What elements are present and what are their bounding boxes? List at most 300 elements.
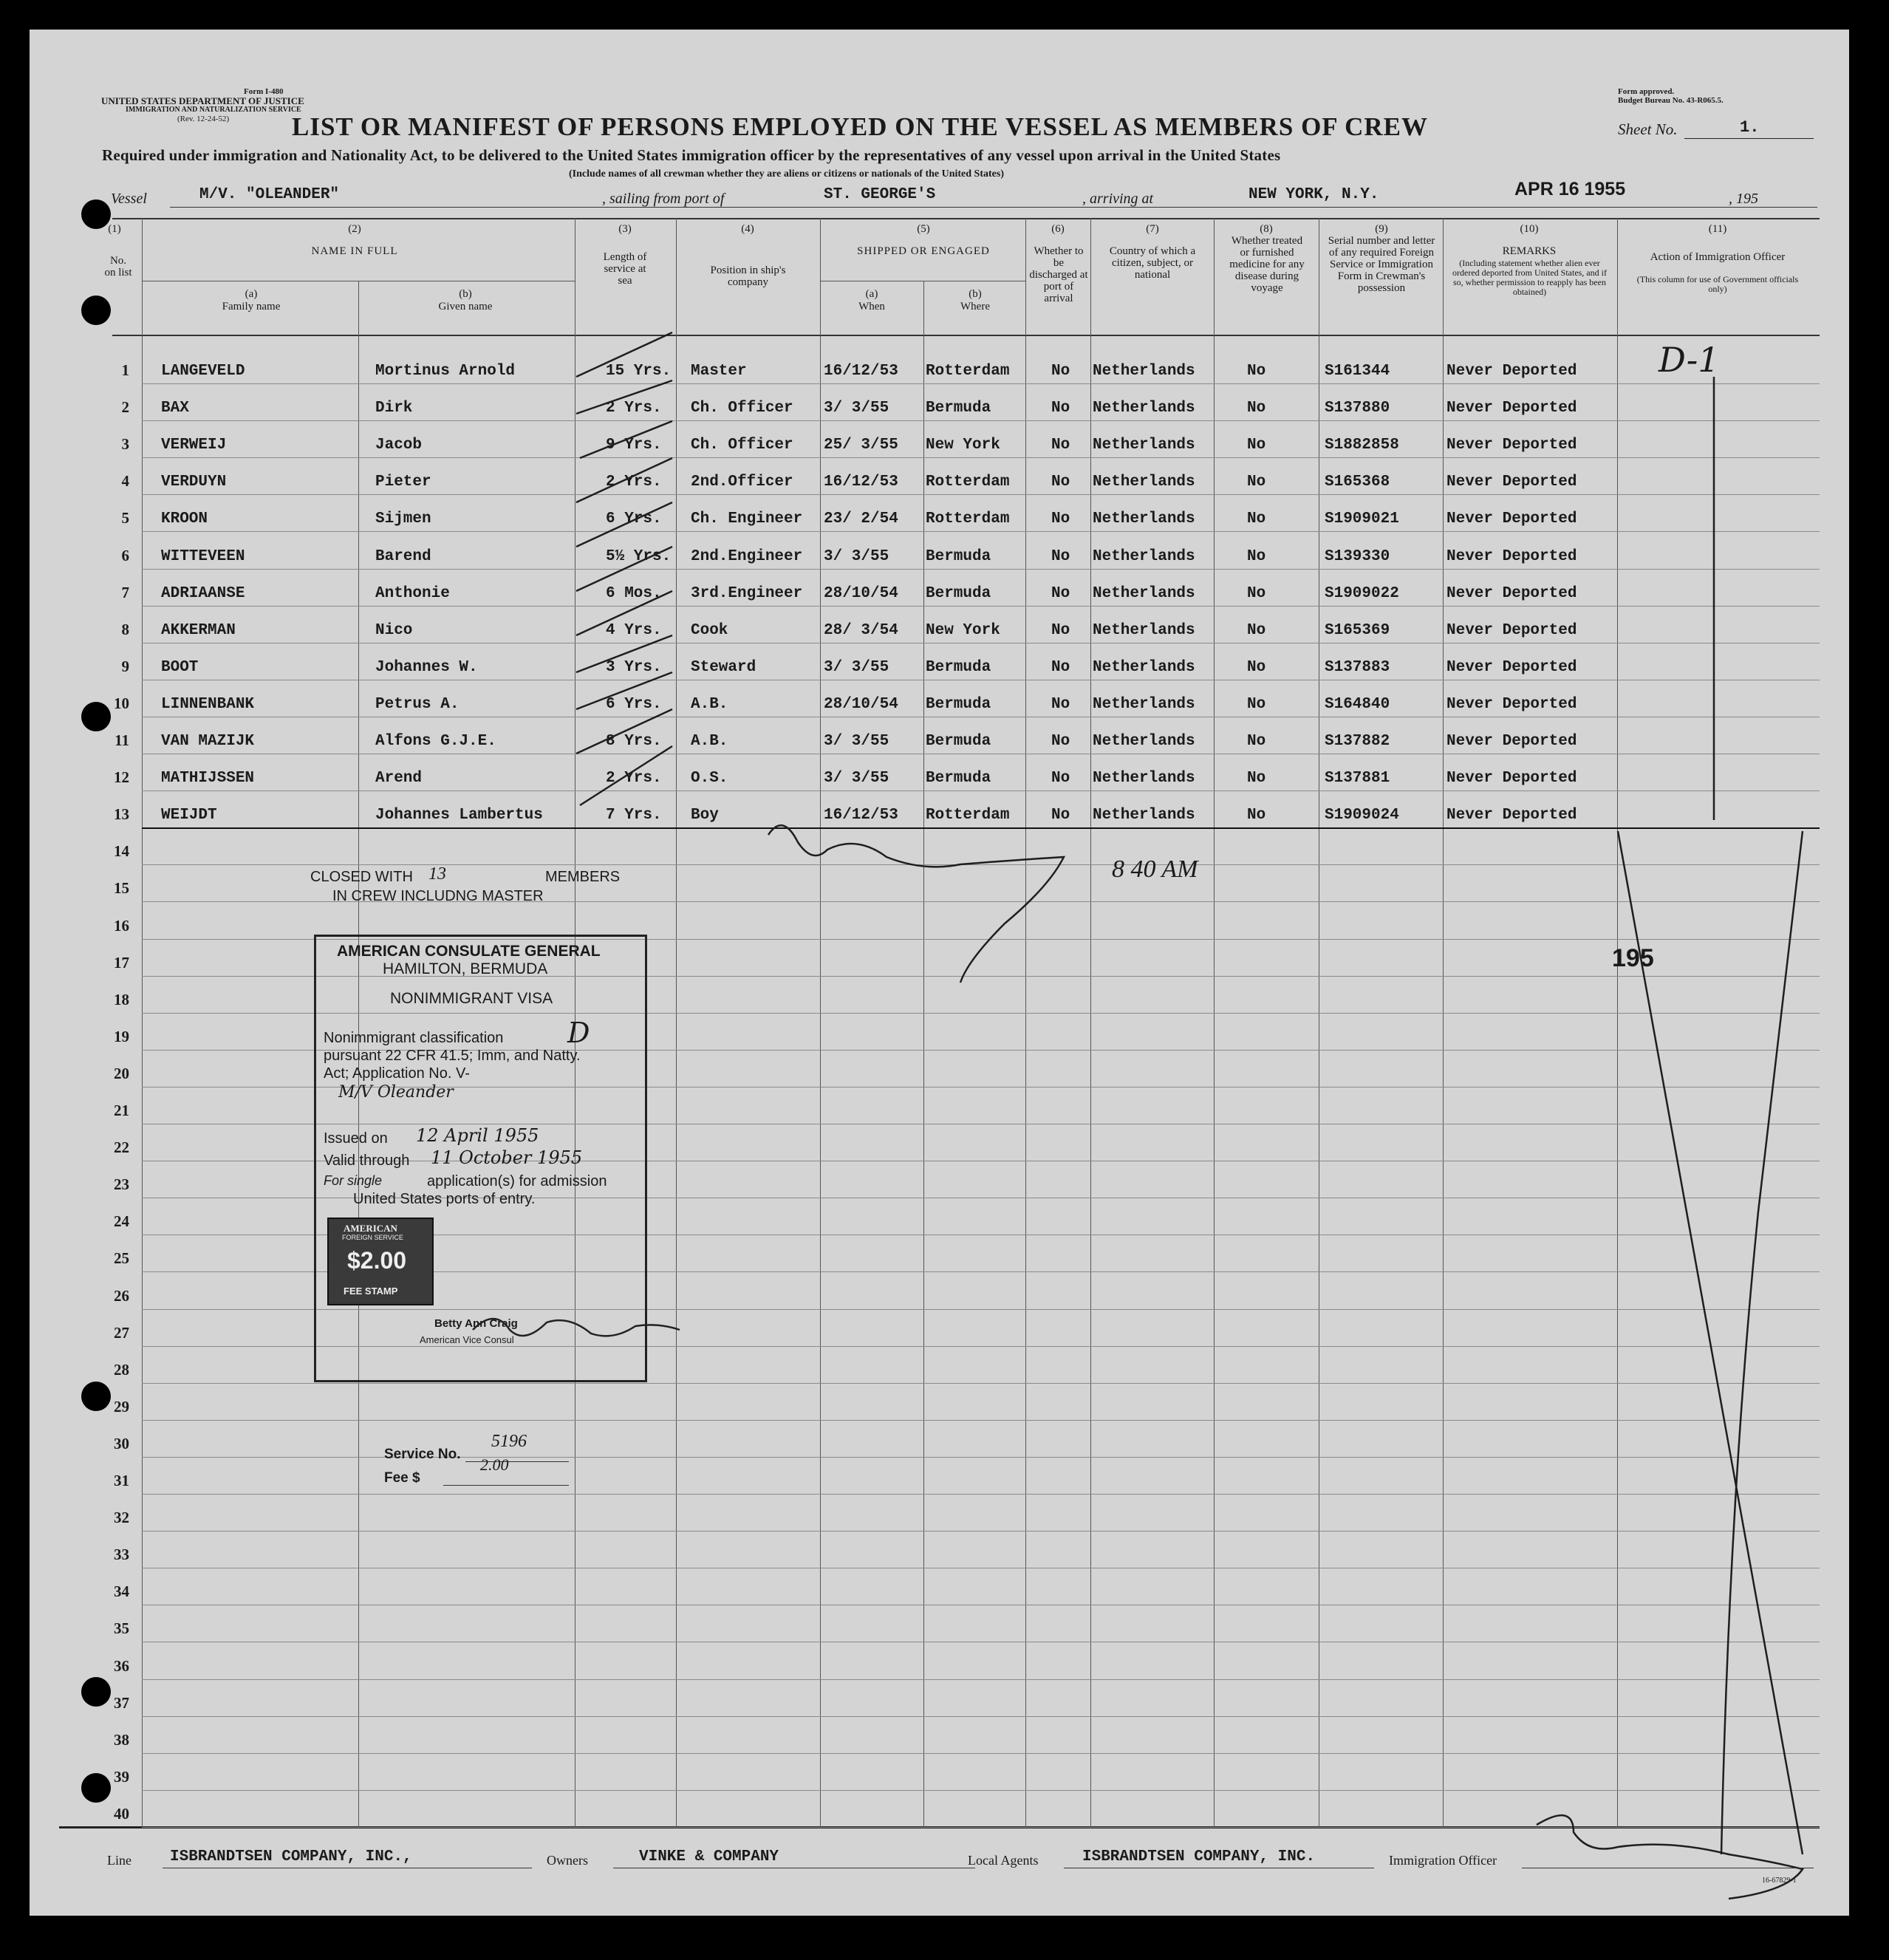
stamp-valid-date: 11 October 1955	[431, 1147, 583, 1168]
col1-label: No. on list	[104, 255, 132, 279]
sheet-label: Sheet No.	[1618, 120, 1678, 138]
stamp-line-4: Nonimmigrant classification	[324, 1030, 504, 1046]
given-name-cell: Nico	[375, 621, 413, 639]
col2-num: (2)	[348, 223, 361, 235]
sheet-number: 1.	[1740, 118, 1760, 137]
stamp-line-5: pursuant 22 CFR 41.5; Imm, and Natty.	[324, 1048, 581, 1064]
discharged-cell: No	[1051, 658, 1070, 676]
arrival-port: NEW YORK, N.Y.	[1248, 186, 1379, 203]
consul-signature	[465, 1300, 687, 1359]
stamp-ports-label: United States ports of entry.	[353, 1191, 536, 1207]
given-name-cell: Petrus A.	[375, 695, 460, 713]
fee-amount: 2.00	[480, 1455, 509, 1474]
serial-cell: S137882	[1325, 733, 1390, 750]
remarks-cell: Never Deported	[1446, 363, 1577, 380]
manifest-sheet	[30, 30, 1849, 1916]
service-cell: 6 Yrs.	[606, 511, 662, 528]
col9-num: (9)	[1375, 223, 1388, 235]
service-cell: 3 Yrs.	[606, 658, 662, 676]
remarks-cell: Never Deported	[1446, 547, 1577, 565]
serial-cell: S137883	[1325, 658, 1390, 676]
discharged-cell: No	[1051, 770, 1070, 788]
remarks-cell: Never Deported	[1446, 437, 1577, 454]
service-cell: 5½ Yrs.	[606, 547, 672, 565]
col-line	[923, 281, 924, 1827]
country-cell: Netherlands	[1093, 807, 1195, 824]
shipped-where-cell: Rotterdam	[926, 474, 1010, 491]
row-rule	[142, 531, 1820, 532]
shipped-when-cell: 3/ 3/55	[824, 400, 889, 417]
departure-port: ST. GEORGE'S	[824, 186, 936, 203]
shipped-when-cell: 3/ 3/55	[824, 658, 889, 676]
serial-cell: S1909024	[1325, 807, 1399, 824]
row-number: 10	[114, 694, 129, 712]
col10-num: (10)	[1520, 223, 1539, 235]
budget-bureau: Budget Bureau No. 43-R065.5.	[1618, 96, 1724, 105]
row-rule	[142, 1383, 1820, 1384]
col6-label: Whether to be discharged at port of arrival	[1029, 245, 1088, 304]
col-line	[1025, 218, 1026, 1827]
service-label: Service No.	[384, 1447, 461, 1462]
col11-num: (11)	[1708, 223, 1727, 235]
row-number: 38	[114, 1730, 129, 1749]
voyage-underline	[170, 207, 1817, 208]
stamp-vessel-handwritten: M/V Oleander	[338, 1083, 454, 1102]
row-number: 36	[114, 1656, 129, 1675]
treated-cell: No	[1247, 695, 1266, 713]
stamp-officer-title: American Vice Consul	[420, 1334, 514, 1345]
col8-num: (8)	[1260, 223, 1273, 235]
sailing-label: , sailing from port of	[602, 191, 725, 207]
remarks-cell: Never Deported	[1446, 400, 1577, 417]
shipped-where-cell: Bermuda	[926, 658, 991, 676]
shipped-where-cell: Rotterdam	[926, 807, 1010, 824]
serial-cell: S164840	[1325, 695, 1390, 713]
family-name-cell: LANGEVELD	[161, 363, 245, 380]
treated-cell: No	[1247, 511, 1266, 528]
given-name-cell: Johannes Lambertus	[375, 807, 543, 824]
col5b-num: (b)	[969, 288, 982, 300]
row-number: 32	[114, 1509, 129, 1527]
closing-line1: CLOSED WITH	[310, 869, 413, 885]
row-rule	[142, 420, 1820, 421]
stamp-issued-date: 12 April 1955	[416, 1125, 539, 1146]
shipped-when-cell: 3/ 3/55	[824, 733, 889, 750]
row-rule	[142, 1827, 1820, 1828]
remarks-cell: Never Deported	[1446, 584, 1577, 602]
service-cell: 6 Mos.	[606, 584, 662, 602]
row-number: 15	[114, 879, 129, 898]
row-number: 26	[114, 1286, 129, 1305]
shipped-when-cell: 28/10/54	[824, 695, 898, 713]
country-cell: Netherlands	[1093, 584, 1195, 602]
row-number: 39	[114, 1767, 129, 1786]
family-name-cell: BAX	[161, 400, 189, 417]
form-number: Form I-480	[244, 87, 284, 96]
remarks-cell: Never Deported	[1446, 733, 1577, 750]
agency-name: UNITED STATES DEPARTMENT OF JUSTICE	[101, 95, 304, 106]
col2b-label: Given name	[438, 301, 493, 313]
treated-cell: No	[1247, 621, 1266, 639]
row-number: 24	[114, 1212, 129, 1231]
serial-cell: S1909021	[1325, 511, 1399, 528]
col7-num: (7)	[1146, 223, 1159, 235]
given-name-cell: Johannes W.	[375, 658, 478, 676]
col11-note: (This column for use of Government officials only)	[1636, 274, 1799, 294]
shipped-where-cell: Bermuda	[926, 733, 991, 750]
col2a-label: Family name	[222, 301, 281, 313]
country-cell: Netherlands	[1093, 770, 1195, 788]
given-name-cell: Mortinus Arnold	[375, 363, 516, 380]
family-name-cell: MATHIJSSEN	[161, 770, 255, 788]
closing-line2: IN CREW INCLUDNG MASTER	[332, 888, 544, 904]
treated-cell: No	[1247, 770, 1266, 788]
remarks-cell: Never Deported	[1446, 658, 1577, 676]
treated-cell: No	[1247, 584, 1266, 602]
agents-name: ISBRANDTSEN COMPANY, INC.	[1082, 1848, 1316, 1865]
row-number: 30	[114, 1434, 129, 1452]
col1-num: (1)	[108, 223, 121, 235]
treated-cell: No	[1247, 400, 1266, 417]
form-approved: Form approved.	[1618, 87, 1675, 96]
remarks-cell: Never Deported	[1446, 807, 1577, 824]
line-name: ISBRANDTSEN COMPANY, INC.,	[170, 1848, 412, 1865]
action-annotation: D-1	[1659, 340, 1720, 380]
row-rule	[142, 1790, 1820, 1791]
row-number: 5	[121, 509, 129, 527]
position-cell: Cook	[691, 621, 728, 639]
form-revision: (Rev. 12-24-52)	[177, 115, 230, 123]
stamp-officer-name: Betty Ann Craig	[434, 1317, 518, 1330]
row-rule	[142, 1679, 1820, 1680]
serial-cell: S139330	[1325, 547, 1390, 565]
shipped-where-cell: New York	[926, 621, 1000, 639]
discharged-cell: No	[1051, 437, 1070, 454]
col8-label: Whether treated or furnished medicine for any disease during voyage	[1229, 235, 1305, 294]
col7-label: Country of which a citizen, subject, or national	[1109, 245, 1196, 281]
col5-label: SHIPPED OR ENGAGED	[857, 245, 990, 257]
service-cell: 8 Yrs.	[606, 733, 662, 750]
shipped-when-cell: 25/ 3/55	[824, 437, 898, 454]
row-number: 35	[114, 1619, 129, 1638]
row-rule	[142, 494, 1820, 495]
col3-num: (3)	[618, 223, 632, 235]
col5a-label: When	[858, 301, 885, 313]
country-cell: Netherlands	[1093, 363, 1195, 380]
closing-count: 13	[428, 864, 446, 884]
row-number: 19	[114, 1027, 129, 1045]
row-number: 14	[114, 842, 129, 861]
table-top-rule	[112, 218, 1820, 219]
agency-subname: IMMIGRATION AND NATURALIZATION SERVICE	[126, 106, 301, 114]
treated-cell: No	[1247, 547, 1266, 565]
col3-label: Length of service at sea	[603, 251, 647, 287]
service-number: 5196	[491, 1432, 527, 1451]
position-cell: Master	[691, 363, 747, 380]
col-line	[142, 218, 143, 1827]
family-name-cell: WITTEVEEN	[161, 547, 245, 565]
shipped-where-cell: Bermuda	[926, 547, 991, 565]
given-name-cell: Dirk	[375, 400, 413, 417]
row-number: 21	[114, 1102, 129, 1119]
col10-note: (Including statement whether alien ever ordered deported from United States, and if so, whether permission to reapply has been obtained)	[1452, 258, 1607, 297]
given-name-cell: Jacob	[375, 437, 423, 454]
fee-underline	[443, 1485, 569, 1486]
col4-label: Position in ship's company	[710, 264, 786, 288]
sheet-underline	[1684, 138, 1814, 139]
shipped-where-cell: Rotterdam	[926, 511, 1010, 528]
given-name-cell: Barend	[375, 547, 431, 565]
discharged-cell: No	[1051, 511, 1070, 528]
shipped-where-cell: New York	[926, 437, 1000, 454]
treated-cell: No	[1247, 474, 1266, 491]
position-cell: 2nd.Officer	[691, 474, 793, 491]
row-rule	[142, 569, 1820, 570]
shipped-when-cell: 16/12/53	[824, 807, 898, 824]
row-number: 12	[114, 768, 129, 787]
serial-cell: S161344	[1325, 363, 1390, 380]
col5-num: (5)	[917, 223, 930, 235]
remarks-cell: Never Deported	[1446, 511, 1577, 528]
owners-name: VINKE & COMPANY	[639, 1848, 779, 1865]
shipped-where-cell: Bermuda	[926, 400, 991, 417]
service-cell: 6 Yrs.	[606, 695, 662, 713]
shipped-when-cell: 3/ 3/55	[824, 547, 889, 565]
stamp-applic-label: application(s) for admission	[427, 1173, 607, 1189]
vessel-name: M/V. "OLEANDER"	[199, 186, 340, 203]
position-cell: O.S.	[691, 770, 728, 788]
fee-stamp-amount: $2.00	[347, 1247, 407, 1274]
country-cell: Netherlands	[1093, 547, 1195, 565]
row-number: 37	[114, 1693, 129, 1712]
row-number: 17	[114, 953, 129, 972]
stamp-line-3: NONIMMIGRANT VISA	[390, 990, 553, 1007]
row-number: 16	[114, 916, 129, 935]
serial-cell: S1882858	[1325, 437, 1399, 454]
officer-label: Immigration Officer	[1389, 1853, 1497, 1868]
country-cell: Netherlands	[1093, 733, 1195, 750]
discharged-cell: No	[1051, 807, 1070, 824]
family-name-cell: VERWEIJ	[161, 437, 227, 454]
family-name-cell: ADRIAANSE	[161, 584, 245, 602]
country-cell: Netherlands	[1093, 511, 1195, 528]
number-stamp: 195	[1612, 944, 1654, 972]
arriving-label: , arriving at	[1082, 191, 1154, 207]
col10-label: REMARKS	[1502, 245, 1557, 257]
given-name-cell: Sijmen	[375, 511, 431, 528]
row-number: 2	[121, 398, 129, 417]
row-number: 9	[121, 657, 129, 675]
shipped-when-cell: 28/10/54	[824, 584, 898, 602]
family-name-cell: WEIJDT	[161, 807, 217, 824]
shipped-where-cell: Bermuda	[926, 584, 991, 602]
row-number: 18	[114, 990, 129, 1008]
stamp-line-2: HAMILTON, BERMUDA	[383, 960, 548, 977]
stamp-line-1: AMERICAN CONSULATE GENERAL	[337, 943, 601, 960]
stamp-issued-label: Issued on	[324, 1130, 388, 1147]
discharged-cell: No	[1051, 400, 1070, 417]
service-cell: 15 Yrs.	[606, 363, 672, 380]
stamp-line-6: Act; Application No. V-	[324, 1065, 470, 1082]
stamp-classification: D	[567, 1017, 590, 1049]
remarks-cell: Never Deported	[1446, 621, 1577, 639]
col9-label: Serial number and letter of any required Foreign Service or Immigration Form in Crewman's possession	[1328, 235, 1435, 294]
row-rule	[142, 1531, 1820, 1532]
position-cell: Ch. Engineer	[691, 511, 803, 528]
page-subtitle: Required under immigration and Nationality Act, to be delivered to the United States immigration officer by the representatives of any vessel upon arrival in the United States	[102, 146, 1281, 164]
row-number: 31	[114, 1472, 129, 1489]
position-cell: Boy	[691, 807, 719, 824]
service-cell: 9 Yrs.	[606, 437, 662, 454]
year-label: , 195	[1729, 191, 1758, 207]
given-name-cell: Pieter	[375, 474, 431, 491]
row-number: 11	[115, 731, 129, 749]
row-rule	[142, 606, 1820, 607]
col-line	[1214, 218, 1215, 1827]
serial-cell: S1909022	[1325, 584, 1399, 602]
serial-cell: S165369	[1325, 621, 1390, 639]
remarks-cell: Never Deported	[1446, 695, 1577, 713]
shipped-when-cell: 3/ 3/55	[824, 770, 889, 788]
col5a-num: (a)	[865, 288, 878, 300]
row-number: 25	[114, 1249, 129, 1268]
position-cell: 3rd.Engineer	[691, 584, 803, 602]
fee-stamp	[327, 1218, 434, 1305]
serial-cell: S137880	[1325, 400, 1390, 417]
treated-cell: No	[1247, 437, 1266, 454]
family-name-cell: KROON	[161, 511, 208, 528]
row-number: 20	[114, 1064, 129, 1082]
family-name-cell: VAN MAZIJK	[161, 733, 255, 750]
col-line	[820, 218, 821, 1827]
discharged-cell: No	[1051, 621, 1070, 639]
country-cell: Netherlands	[1093, 658, 1195, 676]
treated-cell: No	[1247, 733, 1266, 750]
discharged-cell: No	[1051, 363, 1070, 380]
treated-cell: No	[1247, 807, 1266, 824]
row-number: 8	[121, 620, 129, 638]
fee-stamp-top: AMERICAN	[344, 1223, 397, 1234]
service-cell: 2 Yrs.	[606, 474, 662, 491]
col11-label: Action of Immigration Officer	[1650, 251, 1786, 263]
shipped-where-cell: Bermuda	[926, 695, 991, 713]
fee-stamp-bottom: FEE STAMP	[344, 1285, 398, 1297]
col-line	[1090, 218, 1091, 1827]
service-cell: 4 Yrs.	[606, 621, 662, 639]
arrival-date-stamp: APR 16 1955	[1514, 179, 1626, 199]
treated-cell: No	[1247, 658, 1266, 676]
shipped-when-cell: 23/ 2/54	[824, 511, 898, 528]
service-cell: 2 Yrs.	[606, 400, 662, 417]
row-rule	[142, 383, 1820, 384]
row-rule	[142, 827, 1820, 829]
serial-cell: S165368	[1325, 474, 1390, 491]
fee-label: Fee $	[384, 1470, 420, 1486]
row-rule	[142, 1753, 1820, 1754]
discharged-cell: No	[1051, 547, 1070, 565]
row-number: 4	[121, 472, 129, 491]
row-rule	[142, 1420, 1820, 1421]
treated-cell: No	[1247, 363, 1266, 380]
col-line	[1443, 218, 1444, 1827]
row-number: 23	[114, 1175, 129, 1194]
col4-num: (4)	[741, 223, 754, 235]
col-line	[1617, 218, 1618, 1827]
row-rule	[142, 864, 1820, 865]
family-name-cell: BOOT	[161, 658, 199, 676]
col5b-label: Where	[960, 301, 990, 313]
owners-label: Owners	[547, 1853, 588, 1868]
family-name-cell: VERDUYN	[161, 474, 227, 491]
given-name-cell: Arend	[375, 770, 423, 788]
row-number: 29	[114, 1397, 129, 1416]
country-cell: Netherlands	[1093, 695, 1195, 713]
page-title: LIST OR MANIFEST OF PERSONS EMPLOYED ON THE VESSEL AS MEMBERS OF CREW	[292, 112, 1429, 141]
col6-num: (6)	[1051, 223, 1065, 235]
col2a-num: (a)	[245, 288, 258, 300]
discharged-cell: No	[1051, 584, 1070, 602]
stamp-valid-label: Valid through	[324, 1153, 410, 1169]
shipped-when-cell: 16/12/53	[824, 474, 898, 491]
family-name-cell: LINNENBANK	[161, 695, 255, 713]
row-rule	[142, 457, 1820, 458]
family-name-cell: AKKERMAN	[161, 621, 236, 639]
discharged-cell: No	[1051, 474, 1070, 491]
fee-stamp-mid: FOREIGN SERVICE	[342, 1234, 403, 1241]
remarks-cell: Never Deported	[1446, 474, 1577, 491]
print-code: 16-67829-1	[1762, 1877, 1797, 1885]
shipped-when-cell: 16/12/53	[824, 363, 898, 380]
shipped-when-cell: 28/ 3/54	[824, 621, 898, 639]
service-cell: 2 Yrs.	[606, 770, 662, 788]
row-number: 7	[121, 583, 129, 601]
shipped-where-cell: Rotterdam	[926, 363, 1010, 380]
row-rule	[142, 1716, 1820, 1717]
header-bottom-rule	[112, 335, 1820, 336]
row-number: 6	[121, 546, 129, 564]
position-cell: A.B.	[691, 733, 728, 750]
discharged-cell: No	[1051, 733, 1070, 750]
remarks-cell: Never Deported	[1446, 770, 1577, 788]
country-cell: Netherlands	[1093, 474, 1195, 491]
given-name-cell: Anthonie	[375, 584, 450, 602]
row-number: 13	[114, 805, 129, 824]
row-rule	[142, 1494, 1820, 1495]
punch-hole	[81, 296, 111, 325]
stamp-applic-handwritten: For single	[324, 1173, 383, 1188]
position-cell: Steward	[691, 658, 756, 676]
closing-members: MEMBERS	[545, 869, 621, 885]
position-cell: Ch. Officer	[691, 437, 793, 454]
row-number: 27	[114, 1323, 129, 1342]
position-cell: Ch. Officer	[691, 400, 793, 417]
row-number: 3	[121, 435, 129, 454]
row-number: 28	[114, 1360, 129, 1379]
agents-label: Local Agents	[968, 1853, 1039, 1868]
page-note: (Include names of all crewman whether they are aliens or citizens or nationals of the United States)	[569, 168, 1004, 180]
row-number: 33	[114, 1546, 129, 1564]
col-line	[676, 218, 677, 1827]
time-annotation: 8 40 AM	[1112, 856, 1198, 883]
shipped-where-cell: Bermuda	[926, 770, 991, 788]
position-cell: 2nd.Engineer	[691, 547, 803, 565]
position-cell: A.B.	[691, 695, 728, 713]
country-cell: Netherlands	[1093, 400, 1195, 417]
vessel-label: Vessel	[111, 191, 147, 207]
row-number: 22	[114, 1138, 129, 1157]
row-number: 34	[114, 1582, 129, 1601]
discharged-cell: No	[1051, 695, 1070, 713]
